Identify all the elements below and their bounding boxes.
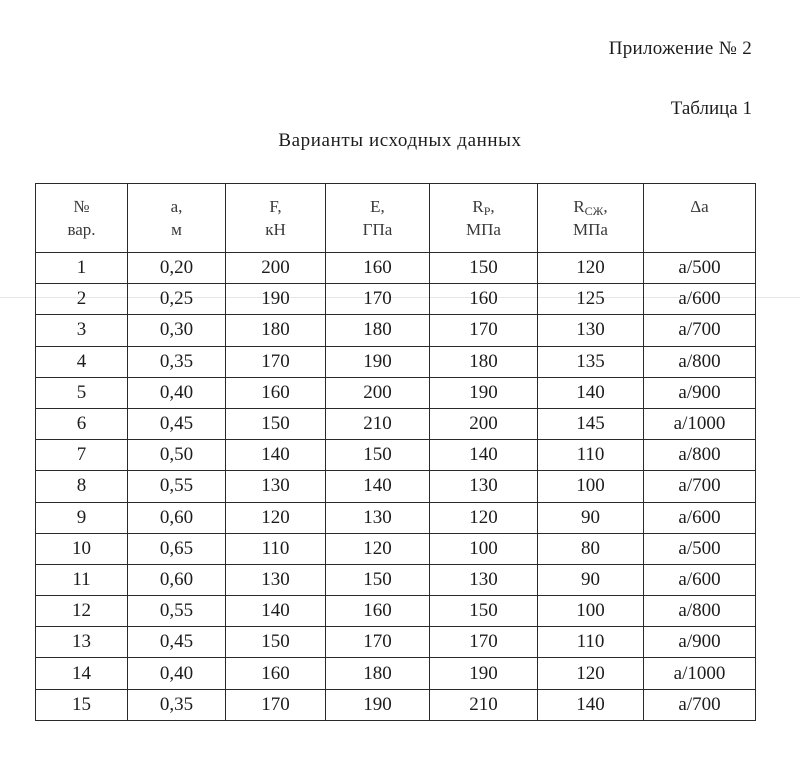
gap-cell: a/700 [644,689,756,720]
a-cell: 0,65 [128,533,226,564]
variant-cell: 1 [36,253,128,284]
a-cell: 0,60 [128,564,226,595]
variant-cell: 10 [36,533,128,564]
table-row [36,502,756,533]
gap-cell: a/900 [644,627,756,658]
variant-cell: 12 [36,596,128,627]
compressive-cell: 80 [538,533,644,564]
force-cell: 170 [226,689,326,720]
compressive-cell: 100 [538,596,644,627]
table-row [36,471,756,502]
force-cell: 190 [226,284,326,315]
force-cell: 140 [226,440,326,471]
tensile-cell: 210 [430,689,538,720]
tensile-cell: 200 [430,408,538,439]
a-cell: 0,20 [128,253,226,284]
a-cell: 0,40 [128,658,226,689]
force-cell: 200 [226,253,326,284]
compressive-cell: 140 [538,377,644,408]
variant-cell: 11 [36,564,128,595]
header-row [36,184,756,253]
a-cell: 0,35 [128,689,226,720]
table-caption: Варианты исходных данных [278,130,522,151]
variant-cell: 9 [36,502,128,533]
gap-cell: a/700 [644,471,756,502]
table-row [36,315,756,346]
modulus-cell: 200 [326,377,430,408]
force-cell: 130 [226,471,326,502]
modulus-cell: 170 [326,284,430,315]
modulus-cell: 210 [326,408,430,439]
header-cell-tensile-strength: $R_P$, МПа [430,184,538,253]
tensile-cell: 170 [430,627,538,658]
gap-cell: a/500 [644,533,756,564]
force-cell: 130 [226,564,326,595]
modulus-cell: 130 [326,502,430,533]
tensile-cell: 190 [430,658,538,689]
variant-cell: 2 [36,284,128,315]
table-row [36,408,756,439]
force-cell: 150 [226,627,326,658]
table-row [36,564,756,595]
table-row [36,658,756,689]
gap-cell: a/500 [644,253,756,284]
force-cell: 180 [226,315,326,346]
tensile-cell: 190 [430,377,538,408]
a-cell: 0,35 [128,346,226,377]
compressive-cell: 145 [538,408,644,439]
variant-cell: 13 [36,627,128,658]
table-row [36,627,756,658]
table-row [36,253,756,284]
compressive-cell: 125 [538,284,644,315]
header-cell-compressive-strength: $R_{СЖ}$, МПа [538,184,644,253]
header-cell-force: F, кН [226,184,326,253]
modulus-cell: 180 [326,658,430,689]
modulus-cell: 170 [326,627,430,658]
tensile-cell: 150 [430,253,538,284]
a-cell: 0,50 [128,440,226,471]
table-row [36,377,756,408]
tensile-cell: 180 [430,346,538,377]
a-cell: 0,40 [128,377,226,408]
a-cell: 0,60 [128,502,226,533]
compressive-cell: 120 [538,658,644,689]
table-body [36,253,756,721]
header-cell-gap: Δa [644,184,756,253]
variant-cell: 8 [36,471,128,502]
table-row [36,284,756,315]
tensile-cell: 130 [430,471,538,502]
gap-cell: a/600 [644,284,756,315]
gap-cell: a/800 [644,596,756,627]
variant-cell: 3 [36,315,128,346]
gap-cell: a/800 [644,440,756,471]
compressive-cell: 135 [538,346,644,377]
variant-cell: 6 [36,408,128,439]
gap-cell: a/600 [644,502,756,533]
modulus-cell: 160 [326,253,430,284]
variant-cell: 14 [36,658,128,689]
gap-cell: a/800 [644,346,756,377]
variants-table [35,183,756,721]
compressive-cell: 90 [538,502,644,533]
modulus-cell: 150 [326,564,430,595]
force-cell: 170 [226,346,326,377]
modulus-cell: 180 [326,315,430,346]
modulus-cell: 140 [326,471,430,502]
tensile-cell: 130 [430,564,538,595]
header-cell-a: a, м [128,184,226,253]
gap-cell: a/1000 [644,658,756,689]
tensile-cell: 140 [430,440,538,471]
gap-cell: a/700 [644,315,756,346]
tensile-cell: 100 [430,533,538,564]
table-row [36,689,756,720]
header-cell-modulus: E, ГПа [326,184,430,253]
force-cell: 160 [226,658,326,689]
compressive-cell: 140 [538,689,644,720]
a-cell: 0,55 [128,596,226,627]
a-cell: 0,45 [128,627,226,658]
compressive-cell: 100 [538,471,644,502]
table-row [36,596,756,627]
tensile-cell: 150 [430,596,538,627]
force-cell: 150 [226,408,326,439]
table-number: Таблица 1 [670,98,752,119]
variant-cell: 5 [36,377,128,408]
table-row [36,440,756,471]
gap-cell: a/600 [644,564,756,595]
variant-cell: 15 [36,689,128,720]
force-cell: 110 [226,533,326,564]
a-cell: 0,45 [128,408,226,439]
tensile-cell: 170 [430,315,538,346]
tensile-cell: 120 [430,502,538,533]
table-row [36,346,756,377]
force-cell: 160 [226,377,326,408]
modulus-cell: 120 [326,533,430,564]
modulus-cell: 190 [326,689,430,720]
compressive-cell: 110 [538,440,644,471]
a-cell: 0,30 [128,315,226,346]
variant-cell: 7 [36,440,128,471]
force-cell: 120 [226,502,326,533]
gap-cell: a/1000 [644,408,756,439]
appendix-label: Приложение № 2 [608,38,752,59]
force-cell: 140 [226,596,326,627]
modulus-cell: 190 [326,346,430,377]
compressive-cell: 90 [538,564,644,595]
compressive-cell: 120 [538,253,644,284]
header-cell-variant: № вар. [36,184,128,253]
variant-cell: 4 [36,346,128,377]
gap-cell: a/900 [644,377,756,408]
modulus-cell: 150 [326,440,430,471]
a-cell: 0,25 [128,284,226,315]
compressive-cell: 130 [538,315,644,346]
table-row [36,533,756,564]
compressive-cell: 110 [538,627,644,658]
tensile-cell: 160 [430,284,538,315]
modulus-cell: 160 [326,596,430,627]
a-cell: 0,55 [128,471,226,502]
